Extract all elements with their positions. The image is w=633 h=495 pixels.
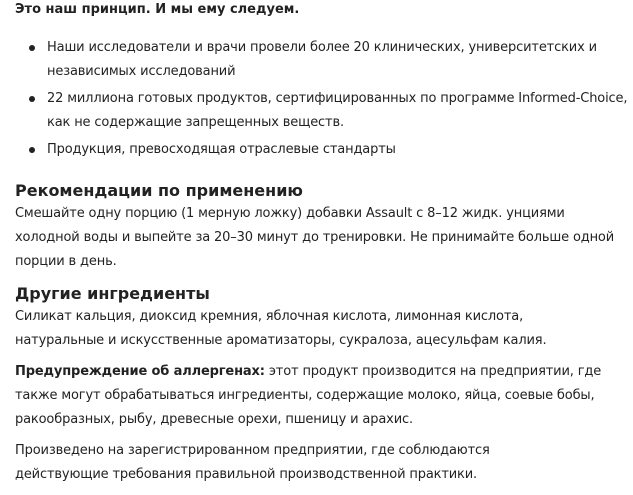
list-item — [15, 36, 607, 84]
list-item-text: 22 миллиона готовых продуктов, сертифицированных по программе Informed-Choice, как не содержащие запрещенных веществ. — [47, 91, 628, 130]
gmp-text: Произведено на зарегистрированном предприятии, где соблюдаются действующие требования правильной производственной практики. — [15, 443, 490, 482]
bullet-icon — [29, 96, 35, 102]
principle-title: Это наш принцип. И мы ему следуем. — [15, 2, 300, 17]
list-item — [15, 87, 633, 135]
bullet-icon — [29, 45, 35, 51]
bullet-icon — [29, 147, 35, 153]
list-item-text: Продукция, превосходящая отраслевые стандарты — [47, 142, 396, 157]
allergen-warning — [15, 360, 630, 432]
usage-text: Смешайте одну порцию (1 мерную ложку) добавки Assault с 8–12 жидк. унциями холодной воды и выпейте за 20–30 минут до тренировки. Не принимайте больше одной порции в день. — [15, 206, 615, 269]
principle-list — [15, 36, 628, 165]
allergen-label: Предупреждение об аллергенах: — [15, 364, 265, 379]
ingredients-heading: Другие ингредиенты — [15, 284, 210, 303]
usage-heading: Рекомендации по применению — [15, 181, 303, 200]
list-item-text: Наши исследователи и врачи провели более 20 клинических, университетских и независимых исследований — [47, 40, 597, 79]
allergen-text: этот продукт производится на предприятии, где также могут обрабатываться ингредиенты, содержащие молоко, яйца, соевые бобы, ракообразных, рыбу, древесные орехи, пшеницу и арахис. — [15, 364, 602, 427]
list-item — [15, 138, 625, 162]
ingredients-text: Силикат кальция, диоксид кремния, яблочная кислота, лимонная кислота, натуральные и искусственные ароматизаторы, сукралоза, ацесульфам калия. — [15, 309, 547, 348]
